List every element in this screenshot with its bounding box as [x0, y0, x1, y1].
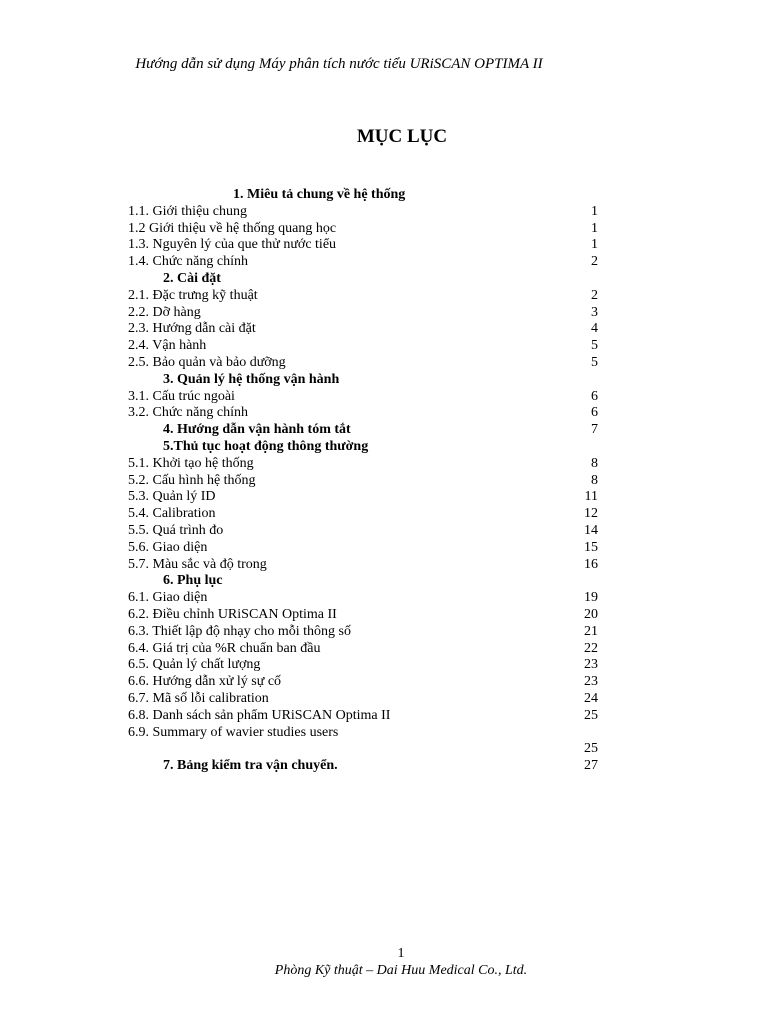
- toc-page-number: 14: [584, 522, 598, 538]
- toc-page-number: 5: [591, 338, 598, 354]
- toc-section-row: [0, 271, 768, 288]
- toc-entry-label: 7. Bảng kiểm tra vận chuyển.: [163, 758, 338, 774]
- toc-page-number: 6: [591, 405, 598, 421]
- toc-page-number: 1: [591, 237, 598, 253]
- toc-entry-row: [0, 624, 768, 641]
- toc-page-number: 15: [584, 539, 598, 555]
- toc-entry-label: 5.4. Calibration: [128, 506, 216, 522]
- toc-entry-label: 2.1. Đặc trưng kỹ thuật: [128, 287, 258, 303]
- toc-entry-label: 6.6. Hướng dẫn xử lý sự cố: [128, 674, 282, 690]
- toc-entry-label: 5.5. Quá trình đo: [128, 522, 224, 538]
- toc-page-number: 1: [591, 220, 598, 236]
- toc-entry-row: [0, 237, 768, 254]
- toc-entry-label: 6.1. Giao diện: [128, 590, 208, 606]
- toc-entry-row: [0, 204, 768, 221]
- toc-page-number: 19: [584, 590, 598, 606]
- toc-entry-label: 6.8. Danh sách sản phẩm URiSCAN Optima II: [128, 707, 391, 723]
- toc-entry-row: [0, 338, 768, 355]
- toc-page-number: 21: [584, 623, 598, 639]
- toc-entry-row: [0, 657, 768, 674]
- toc-entry-row: [0, 590, 768, 607]
- toc-entry-label: 1.1. Giới thiệu chung: [128, 203, 247, 219]
- toc-entry-label: 6.9. Summary of wavier studies users: [128, 724, 339, 740]
- toc-title: MỤC LỤC: [356, 126, 448, 147]
- toc-section-row: [0, 372, 768, 389]
- toc-page-number: 24: [584, 690, 598, 706]
- toc-page-number: 23: [584, 674, 598, 690]
- toc-entry-label: 6.4. Giá trị của %R chuẩn ban đầu: [128, 640, 321, 656]
- toc-entry-row: [0, 691, 768, 708]
- toc-section-row: [0, 439, 768, 456]
- toc-page-number: 6: [591, 388, 598, 404]
- toc-entry-label: 6.3. Thiết lập độ nhạy cho mỗi thông số: [128, 623, 351, 639]
- toc-entry-row: [0, 405, 768, 422]
- toc-entry-row: [0, 674, 768, 691]
- toc-page-number: 22: [584, 640, 598, 656]
- toc-entry-row: [0, 288, 768, 305]
- toc-page-number: 12: [584, 506, 598, 522]
- toc-entry-label: 2.2. Dỡ hàng: [128, 304, 201, 320]
- toc-page-number: 20: [584, 606, 598, 622]
- toc-page-number: 3: [591, 304, 598, 320]
- toc-entry-label: 6.7. Mã số lỗi calibration: [128, 690, 269, 706]
- toc-entry-row: [0, 741, 768, 758]
- toc-entry-row: [0, 489, 768, 506]
- toc-entry-row: [0, 321, 768, 338]
- toc-page-number: 2: [591, 254, 598, 270]
- toc-entry-label: 3. Quản lý hệ thống vận hành: [163, 371, 340, 387]
- toc-entry-label: 5.3. Quản lý ID: [128, 489, 216, 505]
- toc-entry-label: 6.2. Điều chỉnh URiSCAN Optima II: [128, 606, 337, 622]
- toc-entry-row: [0, 473, 768, 490]
- toc-entry-row: [0, 557, 768, 574]
- toc-page-number: 4: [591, 321, 598, 337]
- toc-entry-row: [0, 725, 768, 742]
- toc-entry-label: 5.2. Cấu hình hệ thống: [128, 472, 256, 488]
- running-footer: Phòng Kỹ thuật – Dai Huu Medical Co., Ltd.: [274, 963, 528, 978]
- toc-entry-row: [0, 221, 768, 238]
- toc-entry-label: 5.1. Khởi tạo hệ thống: [128, 455, 254, 471]
- toc-entry-row: [0, 305, 768, 322]
- toc-page-number: 25: [584, 741, 598, 757]
- toc-entry-row: [0, 641, 768, 658]
- toc-entry-label: 3.2. Chức năng chính: [128, 405, 248, 421]
- toc-entry-label: 6.5. Quản lý chất lượng: [128, 657, 261, 673]
- toc-entry-label: 2. Cài đặt: [163, 270, 221, 286]
- toc-entry-label: 1. Miêu tả chung về hệ thống: [233, 187, 406, 202]
- toc-entry-label: 6. Phụ lục: [163, 573, 223, 589]
- toc-entry-label: 1.4. Chức năng chính: [128, 254, 248, 270]
- toc-page-number: 8: [591, 472, 598, 488]
- toc-page-number: 8: [591, 455, 598, 471]
- toc-page-number: 25: [584, 707, 598, 723]
- toc-page-number: 16: [584, 556, 598, 572]
- toc-page-number: 27: [584, 758, 598, 774]
- toc-page-number: 5: [591, 354, 598, 370]
- toc-entry-label: 5.7. Màu sắc và độ trong: [128, 556, 267, 572]
- toc-entry-label: 1.3. Nguyên lý của que thử nước tiểu: [128, 237, 337, 253]
- toc-page-number: 1: [591, 203, 598, 219]
- toc-section-row: [0, 422, 768, 439]
- toc-entry-label: 2.4. Vận hành: [128, 338, 207, 354]
- toc-page-number: 7: [591, 422, 598, 438]
- toc-entry-label: 2.5. Bảo quản và bảo dưỡng: [128, 354, 286, 370]
- toc-entry-label: 5.Thủ tục hoạt động thông thường: [163, 438, 369, 454]
- toc-section-row: [0, 187, 768, 204]
- toc-page-number: 23: [584, 657, 598, 673]
- table-of-contents: [0, 187, 768, 775]
- toc-entry-row: [0, 506, 768, 523]
- toc-page-number: 2: [591, 287, 598, 303]
- toc-entry-row: [0, 456, 768, 473]
- toc-entry-row: [0, 523, 768, 540]
- toc-section-row: [0, 758, 768, 775]
- toc-section-row: [0, 573, 768, 590]
- toc-page-number: 11: [584, 489, 598, 505]
- toc-entry-label: 1.2 Giới thiệu về hệ thống quang học: [128, 220, 337, 236]
- toc-entry-row: [0, 540, 768, 557]
- page-number: 1: [397, 946, 405, 961]
- toc-entry-row: [0, 607, 768, 624]
- toc-entry-row: [0, 708, 768, 725]
- toc-entry-row: [0, 355, 768, 372]
- running-header: Hướng dẫn sử dụng Máy phân tích nước tiểu URiSCAN OPTIMA II: [135, 56, 543, 72]
- toc-entry-label: 5.6. Giao diện: [128, 539, 208, 555]
- toc-entry-label: 2.3. Hướng dẫn cài đặt: [128, 321, 256, 337]
- toc-entry-label: 3.1. Cấu trúc ngoài: [128, 388, 235, 404]
- toc-entry-row: [0, 389, 768, 406]
- toc-entry-row: [0, 254, 768, 271]
- toc-entry-label: 4. Hướng dẫn vận hành tóm tắt: [163, 422, 351, 438]
